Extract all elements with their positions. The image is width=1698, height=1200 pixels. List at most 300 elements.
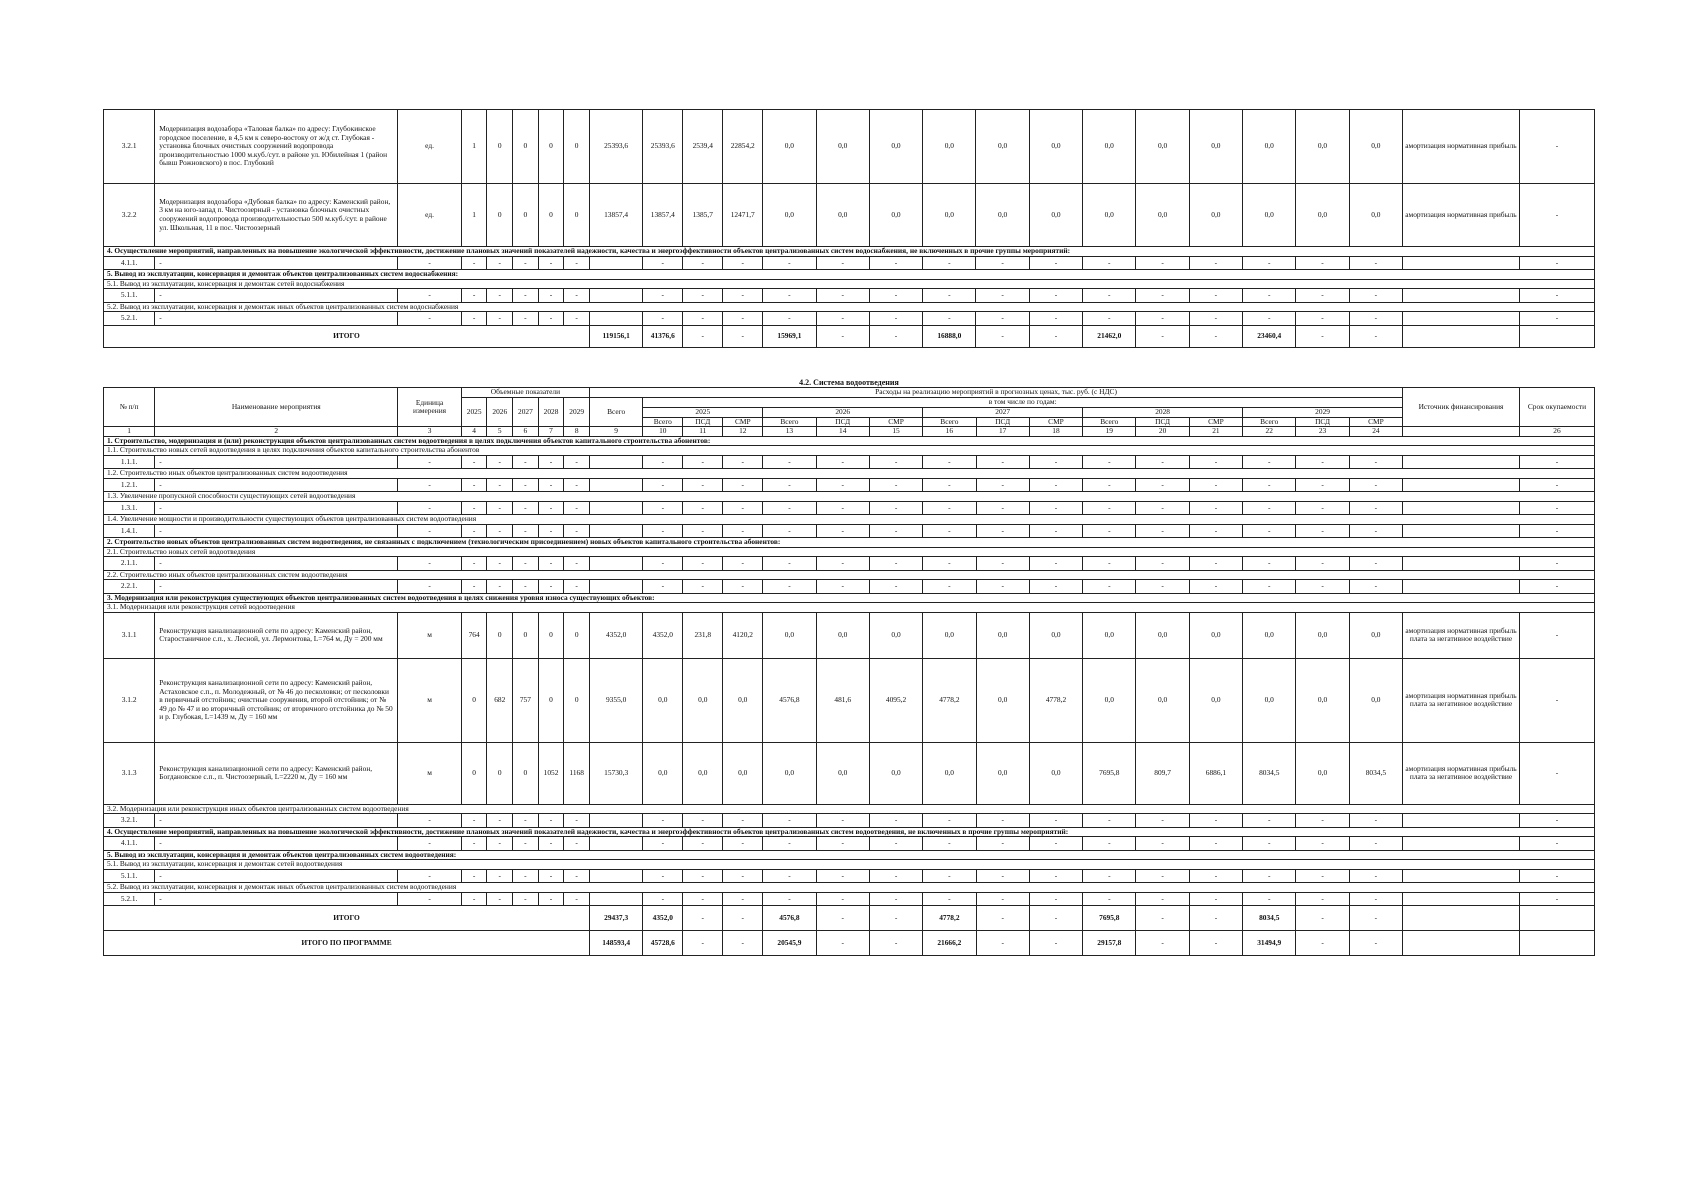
value-cell: - (513, 892, 539, 906)
value-cell: - (976, 289, 1029, 303)
value-cell: - (1349, 837, 1402, 851)
value-cell: - (1029, 814, 1082, 828)
value-cell: - (763, 524, 816, 538)
value-cell: - (564, 455, 590, 469)
cost-cell: 0,0 (976, 184, 1029, 247)
volume-cell: 1 (461, 110, 487, 184)
cost-cell: 0,0 (763, 742, 816, 804)
volume-cell: 0 (513, 742, 539, 804)
value-cell: - (1029, 837, 1082, 851)
cost-cell: 0,0 (1083, 612, 1136, 658)
volume-cell: 0 (538, 184, 564, 247)
data-row (104, 742, 1595, 804)
value-cell: - (643, 524, 683, 538)
table-title: 4.2. Система водоотведения (799, 378, 899, 387)
section-row (104, 850, 1595, 860)
value-cell: - (683, 478, 723, 492)
value-cell: - (538, 869, 564, 883)
value-cell (590, 580, 643, 594)
cost-cell: 0,0 (1083, 110, 1136, 184)
value-cell (1403, 455, 1520, 469)
value-cell: - (816, 814, 869, 828)
row-name: - (155, 289, 398, 303)
cost-cell: 0,0 (923, 184, 976, 247)
value-cell: - (723, 312, 763, 326)
cost-cell: 0,0 (1189, 110, 1242, 184)
value-cell (1403, 892, 1520, 906)
value-cell: - (513, 501, 539, 515)
column-number: 14 (816, 427, 869, 437)
empty-row (104, 892, 1595, 906)
value-cell: - (1136, 557, 1189, 571)
value-cell: - (538, 501, 564, 515)
value-cell: - (1349, 557, 1402, 571)
value-cell: - (1083, 524, 1136, 538)
value-cell: - (1083, 557, 1136, 571)
value-cell: - (1519, 524, 1594, 538)
value-cell: - (398, 814, 462, 828)
value-cell (589, 312, 642, 326)
total-value: 21666,2 (923, 931, 976, 956)
value-cell: - (1136, 501, 1189, 515)
value-cell: - (1083, 256, 1136, 270)
value-cell: - (1296, 837, 1349, 851)
finance-source: амортизация нормативная прибыль (1402, 110, 1519, 184)
value-cell: - (461, 289, 487, 303)
volume-cell: 682 (487, 658, 513, 742)
value-cell: - (461, 478, 487, 492)
value-cell (590, 478, 643, 492)
section-row (104, 515, 1595, 525)
value-cell: - (1029, 289, 1082, 303)
cost-cell: 0,0 (723, 742, 763, 804)
cost-cell: 6886,1 (1189, 742, 1242, 804)
value-cell: - (1349, 501, 1402, 515)
total-value: - (1136, 931, 1189, 956)
value-cell: - (461, 837, 487, 851)
value-cell: - (1243, 869, 1296, 883)
value-cell: - (923, 837, 976, 851)
value-cell: - (398, 455, 462, 469)
value-cell (590, 501, 643, 515)
section-title: 3. Модернизация или реконструкция существующих объектов централизованных систем водоотведения в целях снижения уровня износа существующих объектов: (104, 593, 1595, 603)
volume-cell: 0 (513, 612, 539, 658)
section-row (104, 302, 1595, 312)
value-cell: - (1349, 455, 1402, 469)
value-cell: - (723, 455, 763, 469)
row-number: 1.3.1. (104, 501, 155, 515)
value-cell: - (763, 557, 816, 571)
cost-cell: 0,0 (869, 110, 922, 184)
total-row (104, 931, 1595, 956)
value-cell (1403, 501, 1520, 515)
value-cell: - (683, 837, 723, 851)
empty-row (104, 455, 1595, 469)
total-value: 7695,8 (1083, 906, 1136, 931)
value-cell: - (1029, 557, 1082, 571)
total-label: ИТОГО (104, 325, 590, 347)
section-row (104, 469, 1595, 479)
value-cell: - (461, 524, 487, 538)
value-cell: - (763, 814, 816, 828)
value-cell (1403, 869, 1520, 883)
value-cell: - (869, 524, 922, 538)
value-cell: - (1189, 524, 1242, 538)
value-cell: - (1136, 478, 1189, 492)
section-row (104, 270, 1595, 280)
row-number: 3.2.2 (104, 184, 155, 247)
value-cell: - (487, 501, 513, 515)
value-cell: - (538, 312, 564, 326)
total-value: 31494,9 (1243, 931, 1296, 956)
value-cell: - (487, 289, 513, 303)
cost-cell: 12471,7 (723, 184, 763, 247)
cost-cell: 0,0 (683, 742, 723, 804)
value-cell: - (1519, 580, 1594, 594)
empty-row (104, 256, 1595, 270)
value-cell: - (1296, 557, 1349, 571)
header-sub: ПСД (976, 417, 1029, 427)
total-value (1403, 931, 1520, 956)
section-title: 5.2. Вывод из эксплуатации, консервация и демонтаж иных объектов централизованных систем водоснабжения (104, 302, 1595, 312)
volume-cell: 0 (487, 184, 513, 247)
value-cell: - (487, 837, 513, 851)
total-value: 4576,8 (763, 906, 816, 931)
column-number: 8 (564, 427, 590, 437)
volume-cell: 0 (487, 110, 513, 184)
cost-cell: 0,0 (1136, 612, 1189, 658)
value-cell: - (1243, 837, 1296, 851)
value-cell (590, 814, 643, 828)
value-cell (590, 869, 643, 883)
total-value: - (976, 906, 1029, 931)
row-name: - (155, 312, 398, 326)
section-row (104, 570, 1595, 580)
cost-cell: 0,0 (1029, 612, 1082, 658)
section-title: 5. Вывод из эксплуатации, консервация и демонтаж объектов централизованных систем водоснабжения: (104, 270, 1595, 280)
total-value: 119156,1 (589, 325, 642, 347)
payback-term: - (1519, 184, 1594, 247)
value-cell: - (869, 869, 922, 883)
value-cell: - (683, 892, 723, 906)
row-number: 1.1.1. (104, 455, 155, 469)
value-cell: - (487, 869, 513, 883)
cost-cell: 231,8 (683, 612, 723, 658)
value-cell: - (1519, 455, 1594, 469)
value-cell: - (538, 289, 564, 303)
total-value: - (1349, 906, 1402, 931)
row-name: - (155, 580, 398, 594)
value-cell: - (1029, 501, 1082, 515)
section-title: 1.2. Строительство иных объектов централизованных систем водоотведения (104, 469, 1595, 479)
value-cell: - (1243, 580, 1296, 594)
volume-cell: 0 (538, 612, 564, 658)
empty-row (104, 557, 1595, 571)
column-number: 26 (1519, 427, 1594, 437)
value-cell: - (923, 557, 976, 571)
volume-cell: 0 (564, 612, 590, 658)
cost-cell: 0,0 (816, 184, 869, 247)
header-num: № п/п (104, 388, 155, 427)
empty-row (104, 524, 1595, 538)
value-cell: - (723, 478, 763, 492)
value-cell: - (869, 892, 922, 906)
value-cell: - (1519, 892, 1594, 906)
data-row (104, 658, 1595, 742)
value-cell: - (398, 524, 462, 538)
value-cell: - (461, 892, 487, 906)
total-value: 29437,3 (590, 906, 643, 931)
value-cell: - (1243, 814, 1296, 828)
value-cell: - (763, 580, 816, 594)
value-cell: - (1296, 501, 1349, 515)
column-number: 9 (590, 427, 643, 437)
value-cell: - (1083, 289, 1136, 303)
value-cell: - (1083, 837, 1136, 851)
value-cell: - (723, 580, 763, 594)
volume-cell: 764 (461, 612, 487, 658)
header-sub: ПСД (683, 417, 723, 427)
header-year: 2026 (487, 398, 513, 427)
value-cell: - (461, 312, 487, 326)
value-cell: - (923, 289, 976, 303)
row-number: 3.1.3 (104, 742, 155, 804)
total-value: 4352,0 (643, 906, 683, 931)
total-value: 41376,6 (643, 325, 683, 347)
value-cell (589, 256, 642, 270)
value-cell: - (1029, 256, 1082, 270)
value-cell: - (869, 312, 922, 326)
cost-cell: 0,0 (1296, 110, 1349, 184)
section-title: 3.2. Модернизация или реконструкция иных объектов централизованных систем водоотведения (104, 804, 1595, 814)
value-cell: - (723, 557, 763, 571)
value-cell: - (398, 869, 462, 883)
value-cell: - (1136, 892, 1189, 906)
column-number: 23 (1296, 427, 1349, 437)
value-cell (1402, 256, 1519, 270)
section-row (104, 603, 1595, 613)
value-cell: - (1189, 580, 1242, 594)
value-cell: - (487, 524, 513, 538)
value-cell: - (869, 814, 922, 828)
row-name: - (155, 814, 398, 828)
row-name: - (155, 524, 398, 538)
value-cell: - (538, 557, 564, 571)
cost-cell: 25393,6 (589, 110, 642, 184)
section-row (104, 538, 1595, 548)
cost-cell: 15730,3 (590, 742, 643, 804)
value-cell: - (683, 557, 723, 571)
cost-cell: 9355,0 (590, 658, 643, 742)
column-number: 17 (976, 427, 1029, 437)
value-cell: - (1349, 892, 1402, 906)
value-cell: - (1243, 455, 1296, 469)
header-year: 2025 (461, 398, 487, 427)
unit-cell: ед. (398, 110, 462, 184)
cost-cell: 4352,0 (590, 612, 643, 658)
header-sub: Всего (643, 417, 683, 427)
value-cell (1403, 837, 1520, 851)
volume-cell: 0 (461, 658, 487, 742)
section-title: 2.2. Строительство иных объектов централизованных систем водоотведения (104, 570, 1595, 580)
value-cell: - (923, 256, 976, 270)
cost-cell: 4778,2 (1029, 658, 1082, 742)
column-number: 1 (104, 427, 155, 437)
data-row (104, 110, 1595, 184)
value-cell: - (869, 557, 922, 571)
value-cell: - (869, 501, 922, 515)
value-cell: - (1349, 580, 1402, 594)
value-cell: - (1296, 455, 1349, 469)
row-name: - (155, 455, 398, 469)
value-cell: - (1083, 478, 1136, 492)
section-row (104, 827, 1595, 837)
value-cell: - (461, 256, 487, 270)
value-cell: - (538, 814, 564, 828)
cost-cell: 4120,2 (723, 612, 763, 658)
header-year: 2028 (1083, 408, 1243, 418)
value-cell: - (1519, 312, 1594, 326)
value-cell: - (1189, 837, 1242, 851)
column-number: 13 (763, 427, 816, 437)
value-cell: - (1349, 814, 1402, 828)
value-cell: - (564, 478, 590, 492)
volume-cell: 0 (513, 184, 539, 247)
value-cell: - (976, 869, 1029, 883)
total-value: - (1296, 906, 1349, 931)
row-number: 5.2.1. (104, 892, 155, 906)
value-cell: - (923, 892, 976, 906)
cost-cell: 0,0 (923, 742, 976, 804)
value-cell: - (683, 312, 723, 326)
cost-cell: 0,0 (1243, 612, 1296, 658)
value-cell: - (923, 312, 976, 326)
column-number: 18 (1029, 427, 1082, 437)
total-value: 20545,9 (763, 931, 816, 956)
unit-cell: ед. (398, 184, 462, 247)
value-cell: - (461, 557, 487, 571)
value-cell (1403, 557, 1520, 571)
cost-cell: 0,0 (1243, 110, 1296, 184)
total-value: - (1136, 325, 1189, 347)
value-cell: - (816, 837, 869, 851)
value-cell: - (1519, 478, 1594, 492)
cost-cell: 4778,2 (923, 658, 976, 742)
section-title: 1.3. Увеличение пропускной способности существующих сетей водоотведения (104, 492, 1595, 502)
volume-cell: 0 (564, 184, 590, 247)
value-cell: - (869, 837, 922, 851)
value-cell: - (1189, 869, 1242, 883)
value-cell: - (723, 837, 763, 851)
header-sub: ПСД (1136, 417, 1189, 427)
column-number: 24 (1349, 427, 1402, 437)
header-term: Срок окупаемости (1519, 388, 1594, 427)
value-cell: - (976, 478, 1029, 492)
value-cell: - (1029, 478, 1082, 492)
data-row (104, 184, 1595, 247)
cost-cell: 481,6 (816, 658, 869, 742)
section-row (104, 436, 1595, 446)
value-cell (589, 289, 642, 303)
header-sub: Всего (1083, 417, 1136, 427)
value-cell: - (723, 256, 763, 270)
value-cell: - (683, 256, 723, 270)
value-cell: - (461, 580, 487, 594)
value-cell: - (763, 501, 816, 515)
column-number: 15 (869, 427, 922, 437)
value-cell: - (564, 892, 590, 906)
value-cell: - (1296, 524, 1349, 538)
cost-cell: 0,0 (1296, 658, 1349, 742)
value-cell: - (683, 814, 723, 828)
total-value: - (816, 931, 869, 956)
row-name: Модернизация водозабора «Таловая балка» по адресу: Глубокинское городское поселение, в 4,5 км к северо-востоку от ж/д ст. Глубокая - установка блочных очистных сооружений водопровода производительностью 1000 м.куб./сут. в районе ул. Юбилейная 1 (район бывш Рожновского) в пос. Глубокий (155, 110, 398, 184)
total-value: - (869, 931, 922, 956)
cost-cell: 0,0 (869, 612, 922, 658)
value-cell: - (1519, 814, 1594, 828)
total-value: - (869, 325, 922, 347)
value-cell: - (816, 312, 869, 326)
value-cell: - (1296, 892, 1349, 906)
unit-cell: м (398, 612, 462, 658)
value-cell (1403, 478, 1520, 492)
row-name: - (155, 501, 398, 515)
total-value: - (683, 931, 723, 956)
total-value (1519, 931, 1594, 956)
volume-cell: 0 (538, 110, 564, 184)
cost-cell: 0,0 (763, 612, 816, 658)
value-cell: - (1349, 869, 1402, 883)
volume-cell: 757 (513, 658, 539, 742)
section-title: 5.1. Вывод из эксплуатации, консервация и демонтаж сетей водоотведения (104, 860, 1595, 870)
volume-cell: 0 (564, 658, 590, 742)
value-cell: - (487, 455, 513, 469)
column-number: 10 (643, 427, 683, 437)
cost-cell: 0,0 (643, 742, 683, 804)
row-name: Реконструкция канализационной сети по адресу: Каменский район, Старостаничное с.п., х. Лесной, ул. Лермонтова, L=764 м, Ду = 200 мм (155, 612, 398, 658)
value-cell: - (398, 892, 462, 906)
value-cell: - (816, 478, 869, 492)
value-cell: - (763, 869, 816, 883)
water-supply-table (103, 109, 1595, 348)
value-cell: - (1349, 478, 1402, 492)
total-value: - (1296, 325, 1349, 347)
value-cell: - (723, 892, 763, 906)
value-cell: - (461, 814, 487, 828)
section-row (104, 279, 1595, 289)
finance-source: амортизация нормативная прибыль плата за негативное воздействие (1403, 612, 1520, 658)
value-cell: - (1296, 478, 1349, 492)
value-cell: - (1349, 256, 1402, 270)
value-cell: - (513, 557, 539, 571)
row-number: 2.2.1. (104, 580, 155, 594)
section-title: 3.1. Модернизация или реконструкция сетей водоотведения (104, 603, 1595, 613)
value-cell: - (683, 580, 723, 594)
header-sub: ПСД (1296, 417, 1349, 427)
total-value: 29157,8 (1083, 931, 1136, 956)
value-cell (1402, 289, 1519, 303)
value-cell: - (513, 837, 539, 851)
value-cell: - (1189, 455, 1242, 469)
cost-cell: 0,0 (1243, 184, 1296, 247)
volume-cell: 0 (564, 110, 590, 184)
cost-cell: 13857,4 (643, 184, 683, 247)
value-cell: - (1189, 814, 1242, 828)
section-row (104, 492, 1595, 502)
section-title: 4. Осуществление мероприятий, направленных на повышение экологической эффективности, достижение плановых значений показателей надежности, качества и энергоэффективности объектов централизованных систем водоотведения, не включенных в прочие группы мероприятий: (104, 827, 1595, 837)
cost-cell: 4095,2 (869, 658, 922, 742)
cost-cell: 0,0 (1029, 184, 1082, 247)
